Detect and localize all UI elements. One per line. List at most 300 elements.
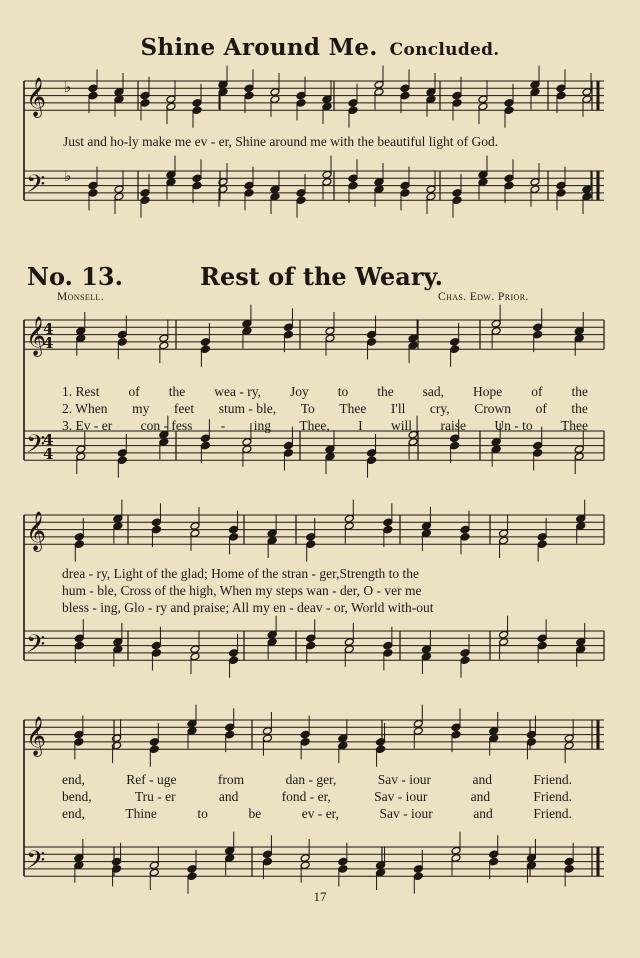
note-head (451, 723, 461, 732)
note-head (267, 638, 277, 647)
note-head (187, 872, 197, 881)
note-head (413, 727, 423, 736)
time-signature: 4 (43, 445, 54, 463)
note-head (499, 638, 509, 647)
note-head (192, 181, 202, 190)
note-head (74, 634, 84, 643)
note-head (367, 456, 377, 465)
note-head (478, 102, 488, 111)
lyric-syllable: Un - to (494, 418, 533, 433)
note-head (149, 868, 159, 877)
note-head (74, 641, 84, 650)
note-head (229, 649, 239, 658)
note-head (421, 529, 431, 538)
note-head (149, 745, 159, 754)
lyric-syllable: fond - er, (281, 789, 331, 804)
note-head (408, 334, 418, 343)
lyric-syllable: the (377, 384, 394, 399)
note-head (166, 170, 176, 179)
lyric-syllable: 3. Ev - er (62, 418, 113, 433)
lyric-syllable: Friend. (533, 772, 572, 787)
note-head (421, 645, 431, 654)
note-head (582, 185, 592, 194)
note-head (489, 857, 499, 866)
note-head (344, 638, 354, 647)
note-head (491, 319, 501, 328)
note-head (426, 88, 436, 97)
lyric-syllable: Sav - iour (379, 806, 433, 821)
note-head (242, 445, 252, 454)
note-head (149, 738, 159, 747)
lyric-syllable: I'll (390, 401, 406, 416)
note-head (267, 630, 277, 639)
lyric-verse-2 (62, 789, 572, 806)
lyric-syllable: Thee (339, 401, 367, 416)
note-head (270, 95, 280, 104)
lyric-syllable: Tru - er (134, 789, 176, 804)
note-head (383, 518, 393, 527)
note-head (300, 861, 310, 870)
note-head (300, 854, 310, 863)
note-head (229, 525, 239, 534)
lyric-syllable: I (358, 418, 363, 433)
note-head (74, 854, 84, 863)
flat-sign: ♭ (64, 78, 72, 96)
note-head (114, 185, 124, 194)
note-head (478, 170, 488, 179)
note-head (452, 99, 462, 108)
lyric-syllable: and (470, 789, 491, 804)
note-head (190, 645, 200, 654)
lyric-syllable: and (473, 806, 493, 821)
note-head (533, 449, 543, 458)
note-head (187, 719, 197, 728)
note-head (300, 738, 310, 747)
system3-lyrics (62, 772, 572, 823)
time-signature: 4 (43, 431, 54, 449)
note-head (76, 327, 86, 336)
lyric-syllable: ev - er, (301, 806, 340, 821)
lyric-syllable: dan - ger, (285, 772, 337, 787)
note-head (530, 80, 540, 89)
lyric-syllable: sad, (422, 384, 445, 399)
treble-clef: 𝄞 (26, 716, 47, 756)
note-head (374, 88, 384, 97)
note-head (270, 192, 280, 201)
lyric-syllable: Friend. (533, 806, 572, 821)
note-head (576, 638, 586, 647)
treble-clef: 𝄞 (26, 316, 47, 356)
note-head (190, 522, 200, 531)
note-head (140, 99, 150, 108)
note-head (504, 181, 514, 190)
lyric-syllable: bend, (62, 789, 92, 804)
system1-lyrics (62, 384, 588, 435)
note-head (426, 185, 436, 194)
note-head (574, 334, 584, 343)
bass-clef: 𝄢 (26, 430, 46, 465)
lyric-syllable: Joy (289, 384, 309, 399)
note-head (296, 99, 306, 108)
lyric-syllable: wea - ry, (214, 384, 261, 399)
note-head (504, 174, 514, 183)
note-head (489, 727, 499, 736)
note-head (322, 170, 332, 179)
flat-sign: ♭ (64, 167, 72, 185)
lyric-syllable: Crown (474, 401, 511, 416)
note-head (338, 865, 348, 874)
lyric-syllable: stum - ble, (218, 401, 277, 416)
note-head (374, 178, 384, 187)
note-head (526, 738, 536, 747)
note-head (244, 181, 254, 190)
note-head (140, 189, 150, 198)
note-head (408, 341, 418, 350)
note-head (88, 91, 98, 100)
lyric-syllable: and (218, 789, 239, 804)
note-head (374, 80, 384, 89)
note-head (114, 88, 124, 97)
lyric-syllable: will (391, 418, 413, 433)
note-head (306, 533, 316, 542)
note-head (556, 189, 566, 198)
note-head (426, 192, 436, 201)
lyric-verse-1 (62, 384, 588, 401)
lyric-syllable: Sav - iour (374, 789, 428, 804)
lyric-verse-1 (62, 772, 572, 789)
lyric-syllable: my (132, 401, 150, 416)
note-head (376, 738, 386, 747)
note-head (460, 525, 470, 534)
note-head (367, 449, 377, 458)
note-head (192, 174, 202, 183)
note-head (306, 634, 316, 643)
hymn-number: No. 13. (27, 262, 123, 291)
note-head (576, 645, 586, 654)
time-signature: 4 (43, 334, 54, 352)
note-head (242, 319, 252, 328)
note-head (400, 189, 410, 198)
note-head (117, 338, 127, 347)
note-head (489, 734, 499, 743)
note-head (192, 99, 202, 108)
lyric-syllable: of (128, 384, 140, 399)
note-head (491, 327, 501, 336)
note-head (283, 441, 293, 450)
note-head (113, 514, 123, 523)
note-head (478, 95, 488, 104)
note-head (200, 441, 210, 450)
lyric-syllable: be (248, 806, 262, 821)
note-head (460, 649, 470, 658)
note-head (325, 327, 335, 336)
note-head (88, 84, 98, 93)
note-head (499, 630, 509, 639)
note-head (348, 174, 358, 183)
note-head (376, 868, 386, 877)
lyric-syllable: the (168, 384, 186, 399)
note-head (460, 656, 470, 665)
note-head (306, 641, 316, 650)
note-head (112, 857, 122, 866)
note-head (451, 730, 461, 739)
note-head (200, 338, 210, 347)
note-head (322, 178, 332, 187)
note-head (151, 525, 161, 534)
system2-lyric-verse1: drea - ry, Light of the glad; Home of the stran - ger,Strength to the (62, 566, 419, 581)
lyric-syllable: of (535, 401, 547, 416)
note-head (348, 106, 358, 115)
note-head (367, 330, 377, 339)
note-head (564, 734, 574, 743)
note-head (537, 540, 547, 549)
note-head (113, 638, 123, 647)
lyric-syllable: ing (253, 418, 271, 433)
note-head (159, 438, 169, 447)
note-head (151, 518, 161, 527)
note-head (376, 745, 386, 754)
note-head (74, 738, 84, 747)
note-head (322, 102, 332, 111)
lyric-syllable: 2. When (62, 401, 108, 416)
lyric-syllable: Ref - uge (126, 772, 177, 787)
note-head (489, 850, 499, 859)
note-head (338, 741, 348, 750)
note-head (348, 181, 358, 190)
lyric-syllable: to (197, 806, 208, 821)
note-head (504, 99, 514, 108)
note-head (383, 641, 393, 650)
note-head (576, 514, 586, 523)
note-head (190, 529, 200, 538)
note-head (451, 854, 461, 863)
note-head (383, 525, 393, 534)
lyric-syllable: to (337, 384, 349, 399)
treble-clef: 𝄞 (26, 77, 47, 117)
time-signature: 4 (43, 320, 54, 338)
lyric-syllable: of (531, 384, 543, 399)
note-head (200, 434, 210, 443)
lyric-syllable: from (217, 772, 245, 787)
note-head (166, 95, 176, 104)
note-head (117, 456, 127, 465)
note-head (88, 181, 98, 190)
note-head (344, 522, 354, 531)
note-head (113, 645, 123, 654)
piece-title-text: Shine Around Me. (140, 34, 378, 61)
note-head (244, 189, 254, 198)
bass-clef: 𝄢 (26, 630, 46, 665)
bass-clef: 𝄢 (26, 170, 46, 205)
note-head (582, 192, 592, 201)
note-head (114, 95, 124, 104)
note-head (300, 730, 310, 739)
note-head (576, 522, 586, 531)
note-head (582, 95, 592, 104)
note-head (112, 865, 122, 874)
note-head (383, 649, 393, 658)
note-head (491, 438, 501, 447)
note-head (426, 95, 436, 104)
note-head (376, 861, 386, 870)
note-head (229, 656, 239, 665)
note-head (296, 196, 306, 205)
lyric-syllable: To (300, 401, 315, 416)
lyric-syllable: Thine (125, 806, 157, 821)
lyric-syllable: Thee, (299, 418, 330, 433)
note-head (159, 334, 169, 343)
note-head (149, 861, 159, 870)
note-head (564, 865, 574, 874)
note-head (526, 854, 536, 863)
note-head (112, 734, 122, 743)
note-head (187, 865, 197, 874)
note-head (190, 652, 200, 661)
note-head (325, 445, 335, 454)
lyric-syllable: Thee (561, 418, 588, 433)
piece-subtitle: Concluded. (389, 40, 500, 60)
note-head (504, 106, 514, 115)
lyric-syllable: end, (62, 772, 85, 787)
note-head (450, 338, 460, 347)
note-head (338, 857, 348, 866)
note-head (267, 529, 277, 538)
note-head (338, 734, 348, 743)
note-head (114, 192, 124, 201)
lyric-syllable: cry, (429, 401, 450, 416)
note-head (242, 327, 252, 336)
lyric-syllable: 1. Rest (62, 384, 100, 399)
note-head (413, 872, 423, 881)
note-head (574, 327, 584, 336)
note-head (166, 178, 176, 187)
note-head (413, 865, 423, 874)
note-head (530, 185, 540, 194)
note-head (556, 84, 566, 93)
note-head (344, 645, 354, 654)
note-head (225, 854, 235, 863)
treble-clef: 𝄞 (26, 511, 47, 551)
note-head (374, 185, 384, 194)
note-head (113, 522, 123, 531)
note-head (296, 189, 306, 198)
note-head (225, 730, 235, 739)
note-head (76, 452, 86, 461)
note-head (244, 84, 254, 93)
note-head (283, 449, 293, 458)
lyric-syllable: the (571, 401, 588, 416)
note-head (242, 438, 252, 447)
note-head (408, 438, 418, 447)
note-head (74, 861, 84, 870)
lyric-syllable: - (220, 418, 226, 433)
note-head (262, 850, 272, 859)
note-head (537, 533, 547, 542)
note-head (452, 189, 462, 198)
lyric-syllable: end, (62, 806, 85, 821)
note-head (112, 741, 122, 750)
note-head (262, 857, 272, 866)
note-head (244, 91, 254, 100)
page-number: 17 (313, 889, 327, 904)
note-head (76, 445, 86, 454)
note-head (556, 181, 566, 190)
note-head (537, 634, 547, 643)
note-head (533, 441, 543, 450)
note-head (270, 185, 280, 194)
note-head (200, 345, 210, 354)
note-head (499, 529, 509, 538)
lyric-verse-3 (62, 418, 588, 435)
note-head (400, 181, 410, 190)
note-head (117, 449, 127, 458)
note-head (564, 741, 574, 750)
note-head (270, 88, 280, 97)
note-head (262, 727, 272, 736)
lyric-syllable: and (472, 772, 492, 787)
note-head (348, 99, 358, 108)
note-head (478, 178, 488, 187)
note-head (530, 178, 540, 187)
note-head (296, 91, 306, 100)
note-head (187, 727, 197, 736)
note-head (225, 846, 235, 855)
note-head (533, 330, 543, 339)
note-head (267, 536, 277, 545)
lyric-syllable: the (571, 384, 588, 399)
note-head (140, 196, 150, 205)
lyric-syllable: raise (440, 418, 466, 433)
note-head (325, 452, 335, 461)
hymn-author: Monsell. (57, 291, 104, 303)
lyric-line-part1: Just and ho-ly make me ev - er, Shine around me with the beautiful light of God. (63, 134, 499, 149)
note-head (344, 514, 354, 523)
note-head (400, 84, 410, 93)
note-head (151, 649, 161, 658)
note-head (413, 719, 423, 728)
hymn-title: Rest of the Weary. (200, 262, 444, 291)
note-head (306, 540, 316, 549)
bass-clef: 𝄢 (26, 846, 46, 881)
note-head (76, 334, 86, 343)
note-head (421, 522, 431, 531)
note-head (225, 723, 235, 732)
note-head (499, 536, 509, 545)
note-head (151, 641, 161, 650)
note-head (452, 91, 462, 100)
note-head (533, 323, 543, 332)
note-head (421, 652, 431, 661)
note-head (451, 846, 461, 855)
lyric-verse-3 (62, 806, 572, 823)
note-head (229, 533, 239, 542)
note-head (325, 334, 335, 343)
note-head (450, 345, 460, 354)
lyric-syllable: feet (173, 401, 195, 416)
note-head (530, 88, 540, 97)
note-head (491, 445, 501, 454)
note-head (564, 857, 574, 866)
note-head (526, 730, 536, 739)
system2-lyric-verse3: bless - ing, Glo - ry and praise; All my en - deav - or, World with-out (62, 600, 434, 615)
lyric-syllable: Sav - iour (377, 772, 432, 787)
note-head (574, 452, 584, 461)
note-head (574, 445, 584, 454)
note-head (88, 189, 98, 198)
note-head (262, 734, 272, 743)
note-head (159, 341, 169, 350)
note-head (450, 441, 460, 450)
